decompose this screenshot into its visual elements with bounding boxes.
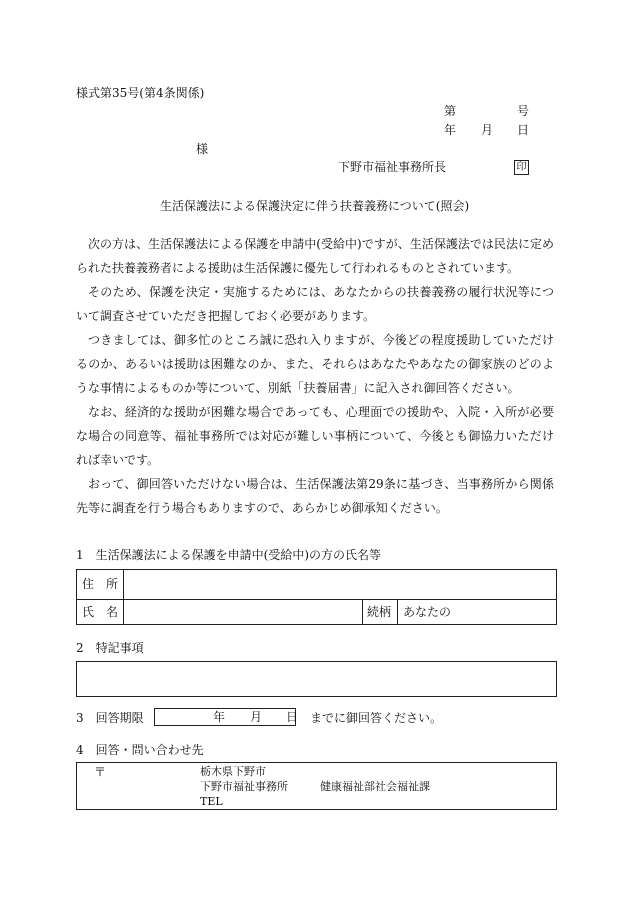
deadline-year: 年 (213, 710, 226, 724)
table-row-divider (76, 599, 557, 600)
postal-mark: 〒 (94, 765, 107, 779)
table-label-divider (123, 569, 124, 625)
contact-box (76, 762, 557, 810)
contact-department: 健康福祉部社会福祉課 (320, 780, 430, 793)
addressee-suffix: 様 (196, 142, 209, 156)
date-year: 年 (444, 123, 457, 137)
doc-number-suffix: 号 (517, 104, 530, 118)
contact-tel: TEL (200, 795, 223, 808)
contact-address: 栃木県下野市 (200, 765, 266, 778)
address-label: 住 所 (82, 577, 119, 591)
document-title: 生活保護法による保護決定に伴う扶養義務について(照会) (160, 199, 470, 213)
relation-label-divider-right (397, 599, 398, 625)
section4-heading: 4 回答・問い合わせ先 (76, 743, 204, 757)
section2-heading: 2 特記事項 (76, 641, 144, 655)
form-number: 様式第35号(第4条関係) (76, 86, 205, 100)
deadline-day: 日 (286, 710, 299, 724)
body-paragraph-5: おって、御回答いただけない場合は、生活保護法第29条に基づき、当事務所から関係先等に調査を行う場合もありますので、あらかじめ御承知ください。 (76, 477, 554, 515)
deadline-suffix: までに御回答ください。 (310, 711, 443, 725)
relation-value: あなたの (403, 605, 452, 619)
name-label: 氏 名 (82, 605, 119, 619)
body-paragraph-1: 次の方は、生活保護法による保護を申請中(受給中)ですが、生活保護法では民法に定められた扶養義務者による援助は生活保護に優先して行われるものとされています。 (76, 237, 554, 275)
doc-number-prefix: 第 (444, 104, 457, 118)
body-paragraph-2: そのため、保護を決定・実施するためには、あなたからの扶養義務の履行状況等について調査させていただき把握しておく必要があります。 (76, 285, 554, 323)
contact-office: 下野市福祉事務所 (200, 780, 288, 793)
date-day: 日 (517, 123, 530, 137)
deadline-month: 月 (250, 710, 263, 724)
date-month: 月 (481, 123, 494, 137)
seal-mark: 印 (514, 160, 529, 175)
relation-label: 続柄 (367, 605, 392, 619)
section3-heading: 3 回答期限 (76, 711, 144, 725)
body-paragraph-4: なお、経済的な援助が困難な場合であっても、心理面での援助や、入院・入所が必要な場合の同意等、福祉事務所では対応が難しい事柄について、今後とも御協力いただければ幸いです。 (76, 405, 554, 467)
relation-label-divider-left (362, 599, 363, 625)
body-paragraph-3: つきましては、御多忙のところ誠に恐れ入りますが、今後どの程度援助していただけるのか、あるいは援助は困難なのか、また、それらはあなたやあなたの御家族のどのような事情によるものか等について、別紙「扶養届書」に記入され御回答ください。 (76, 333, 554, 395)
applicant-table (76, 569, 557, 625)
special-notes-box (76, 661, 557, 697)
sender-name: 下野市福祉事務所長 (338, 160, 447, 174)
section1-heading: 1 生活保護法による保護を申請中(受給中)の方の氏名等 (76, 548, 382, 562)
